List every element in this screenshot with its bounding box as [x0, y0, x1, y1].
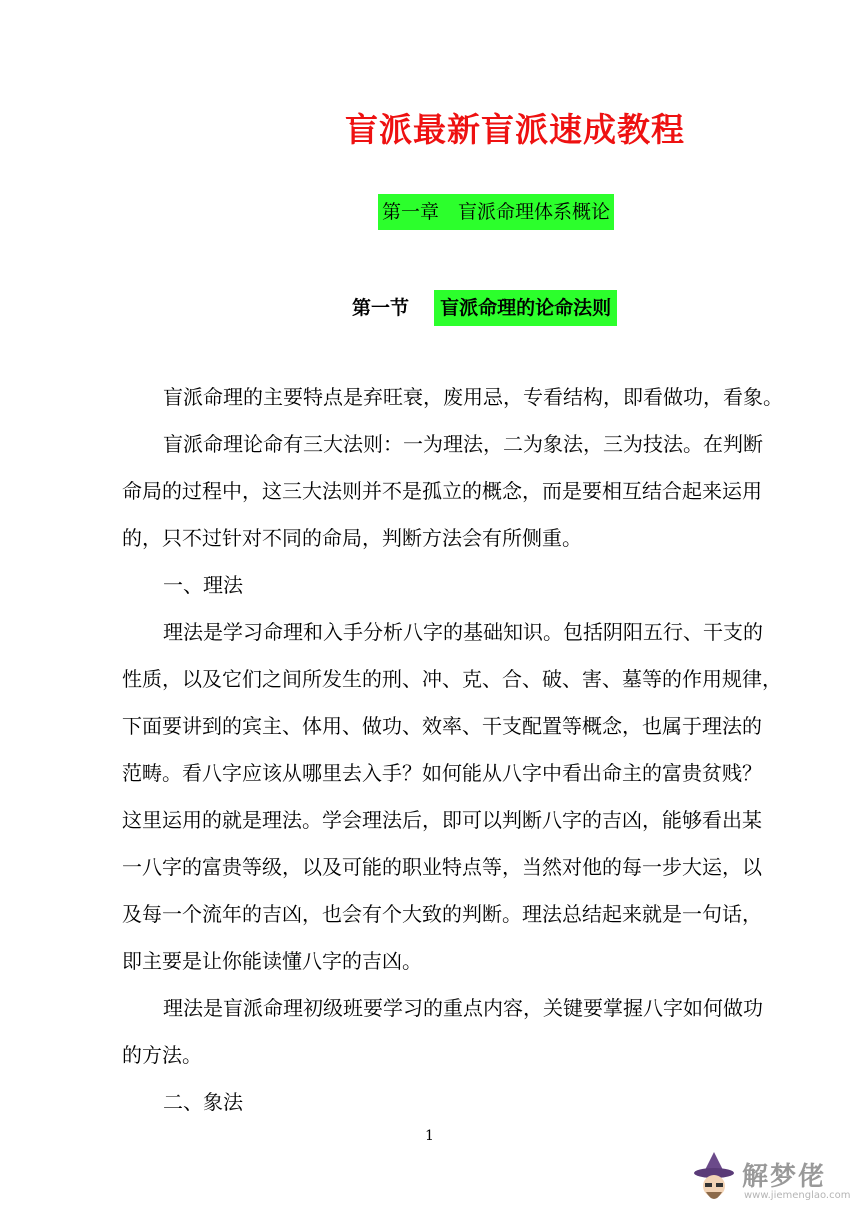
text-line: 下面要讲到的宾主、体用、做功、效率、干支配置等概念，也属于理法的 — [122, 714, 762, 738]
text-line: 这里运用的就是理法。学会理法后，即可以判断八字的吉凶，能够看出某 — [122, 808, 762, 832]
text-line: 一、理法 — [163, 573, 243, 597]
text-line: 盲派命理论命有三大法则：一为理法，二为象法，三为技法。在判断 — [163, 432, 763, 456]
page-number: 1 — [425, 1128, 434, 1144]
heading-xiangfa — [122, 1079, 774, 1126]
text-line: 盲派命理的主要特点是弃旺衰，废用忌，专看结构，即看做功，看象。 — [163, 385, 783, 409]
text-line: 一八字的富贵等级，以及可能的职业特点等，当然对他的每一步大运，以 — [122, 855, 762, 879]
text-line: 范畴。看八字应该从哪里去入手？如何能从八字中看出命主的富贵贫贱？ — [122, 761, 762, 785]
watermark-text: 解梦佬 — [742, 1162, 827, 1192]
text-line: 命局的过程中，这三大法则并不是孤立的概念，而是要相互结合起来运用 — [122, 479, 762, 503]
text-line: 的，只不过针对不同的命局，判断方法会有所侧重。 — [122, 526, 582, 550]
text-line: 及每一个流年的吉凶，也会有个大致的判断。理法总结起来就是一句话， — [122, 902, 762, 926]
text-line: 二、象法 — [163, 1090, 243, 1114]
text-line: 性质，以及它们之间所发生的刑、冲、克、合、破、害、墓等的作用规律， — [122, 667, 782, 691]
text-line: 理法是学习命理和入手分析八字的基础知识。包括阴阳五行、干支的 — [163, 620, 763, 644]
text-line: 的方法。 — [122, 1043, 202, 1067]
paragraph — [122, 421, 774, 562]
section-heading — [352, 290, 617, 326]
wizard-hat-icon — [690, 1150, 738, 1208]
watermark — [690, 1150, 850, 1210]
body-text — [122, 374, 783, 1126]
text-line: 理法是盲派命理初级班要学习的重点内容，关键要掌握八字如何做功 — [163, 996, 763, 1020]
paragraph — [122, 985, 774, 1079]
document-title: 盲派最新盲派速成教程 — [345, 110, 685, 149]
section-title: 盲派命理的论命法则 — [434, 290, 617, 326]
heading-lifa — [122, 562, 774, 609]
paragraph — [122, 374, 783, 421]
paragraph — [122, 609, 782, 985]
chapter-heading: 第一章 盲派命理体系概论 — [378, 194, 614, 230]
watermark-url: www.jiemenglao.com — [744, 1190, 851, 1201]
section-label: 第一节 — [352, 297, 410, 319]
text-line: 即主要是让你能读懂八字的吉凶。 — [122, 949, 422, 973]
